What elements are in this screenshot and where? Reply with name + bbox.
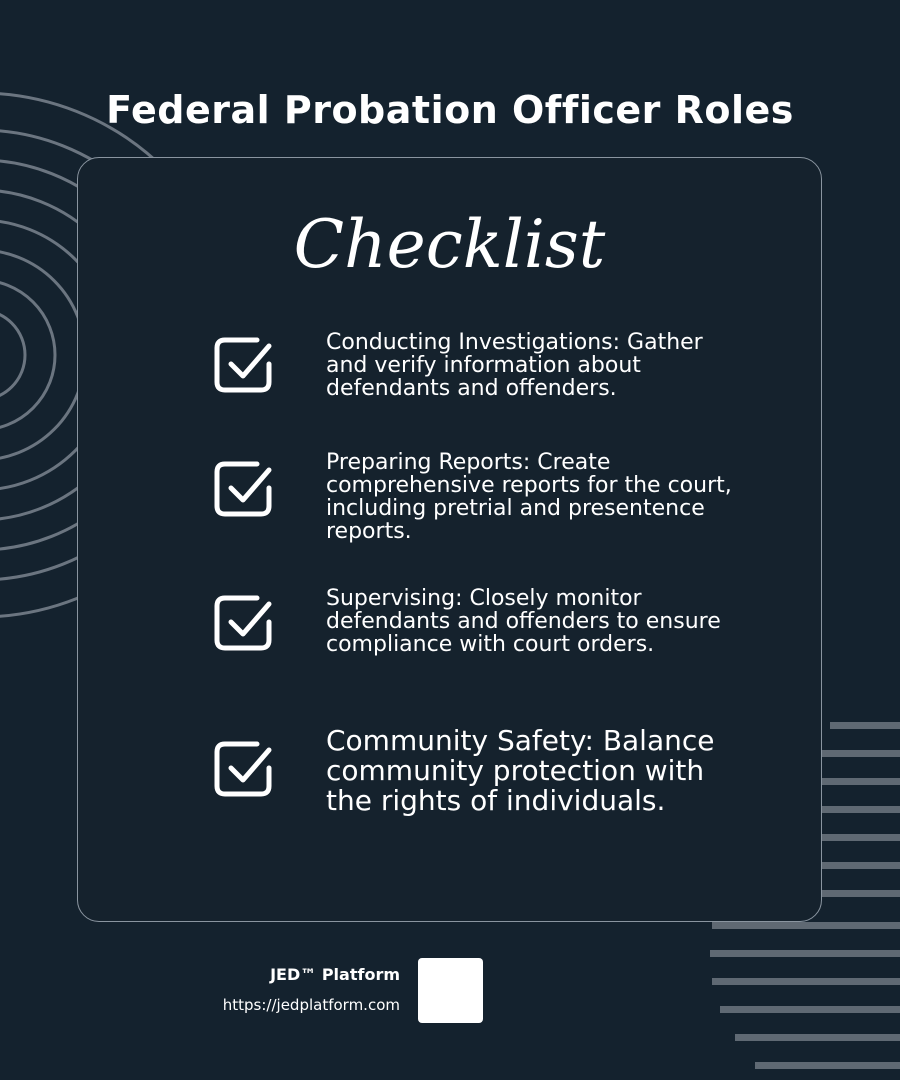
checkbox-check-icon — [213, 458, 275, 520]
checklist-item-text: Preparing Reports: Create comprehensive reports for the court, including pretrial and presentence reports. — [326, 450, 732, 544]
checkbox-check-icon — [213, 334, 275, 396]
footer-brand: JED™ Platform — [270, 965, 400, 984]
checklist-card — [77, 157, 822, 922]
card-heading: Checklist — [293, 206, 606, 283]
checklist-item-text: Supervising: Closely monitor defendants and offenders to ensure compliance with court orders. — [326, 586, 721, 657]
footer-url-link[interactable]: https://jedplatform.com — [222, 996, 400, 1014]
checkbox-check-icon — [213, 738, 275, 800]
qr-code-placeholder — [418, 958, 483, 1023]
checklist-item-text: Conducting Investigations: Gather and verify information about defendants and offenders. — [326, 330, 703, 401]
checklist-item-text: Community Safety: Balance community protection with the rights of individuals. — [326, 724, 715, 817]
page-title: Federal Probation Officer Roles — [106, 88, 794, 132]
checkbox-check-icon — [213, 592, 275, 654]
